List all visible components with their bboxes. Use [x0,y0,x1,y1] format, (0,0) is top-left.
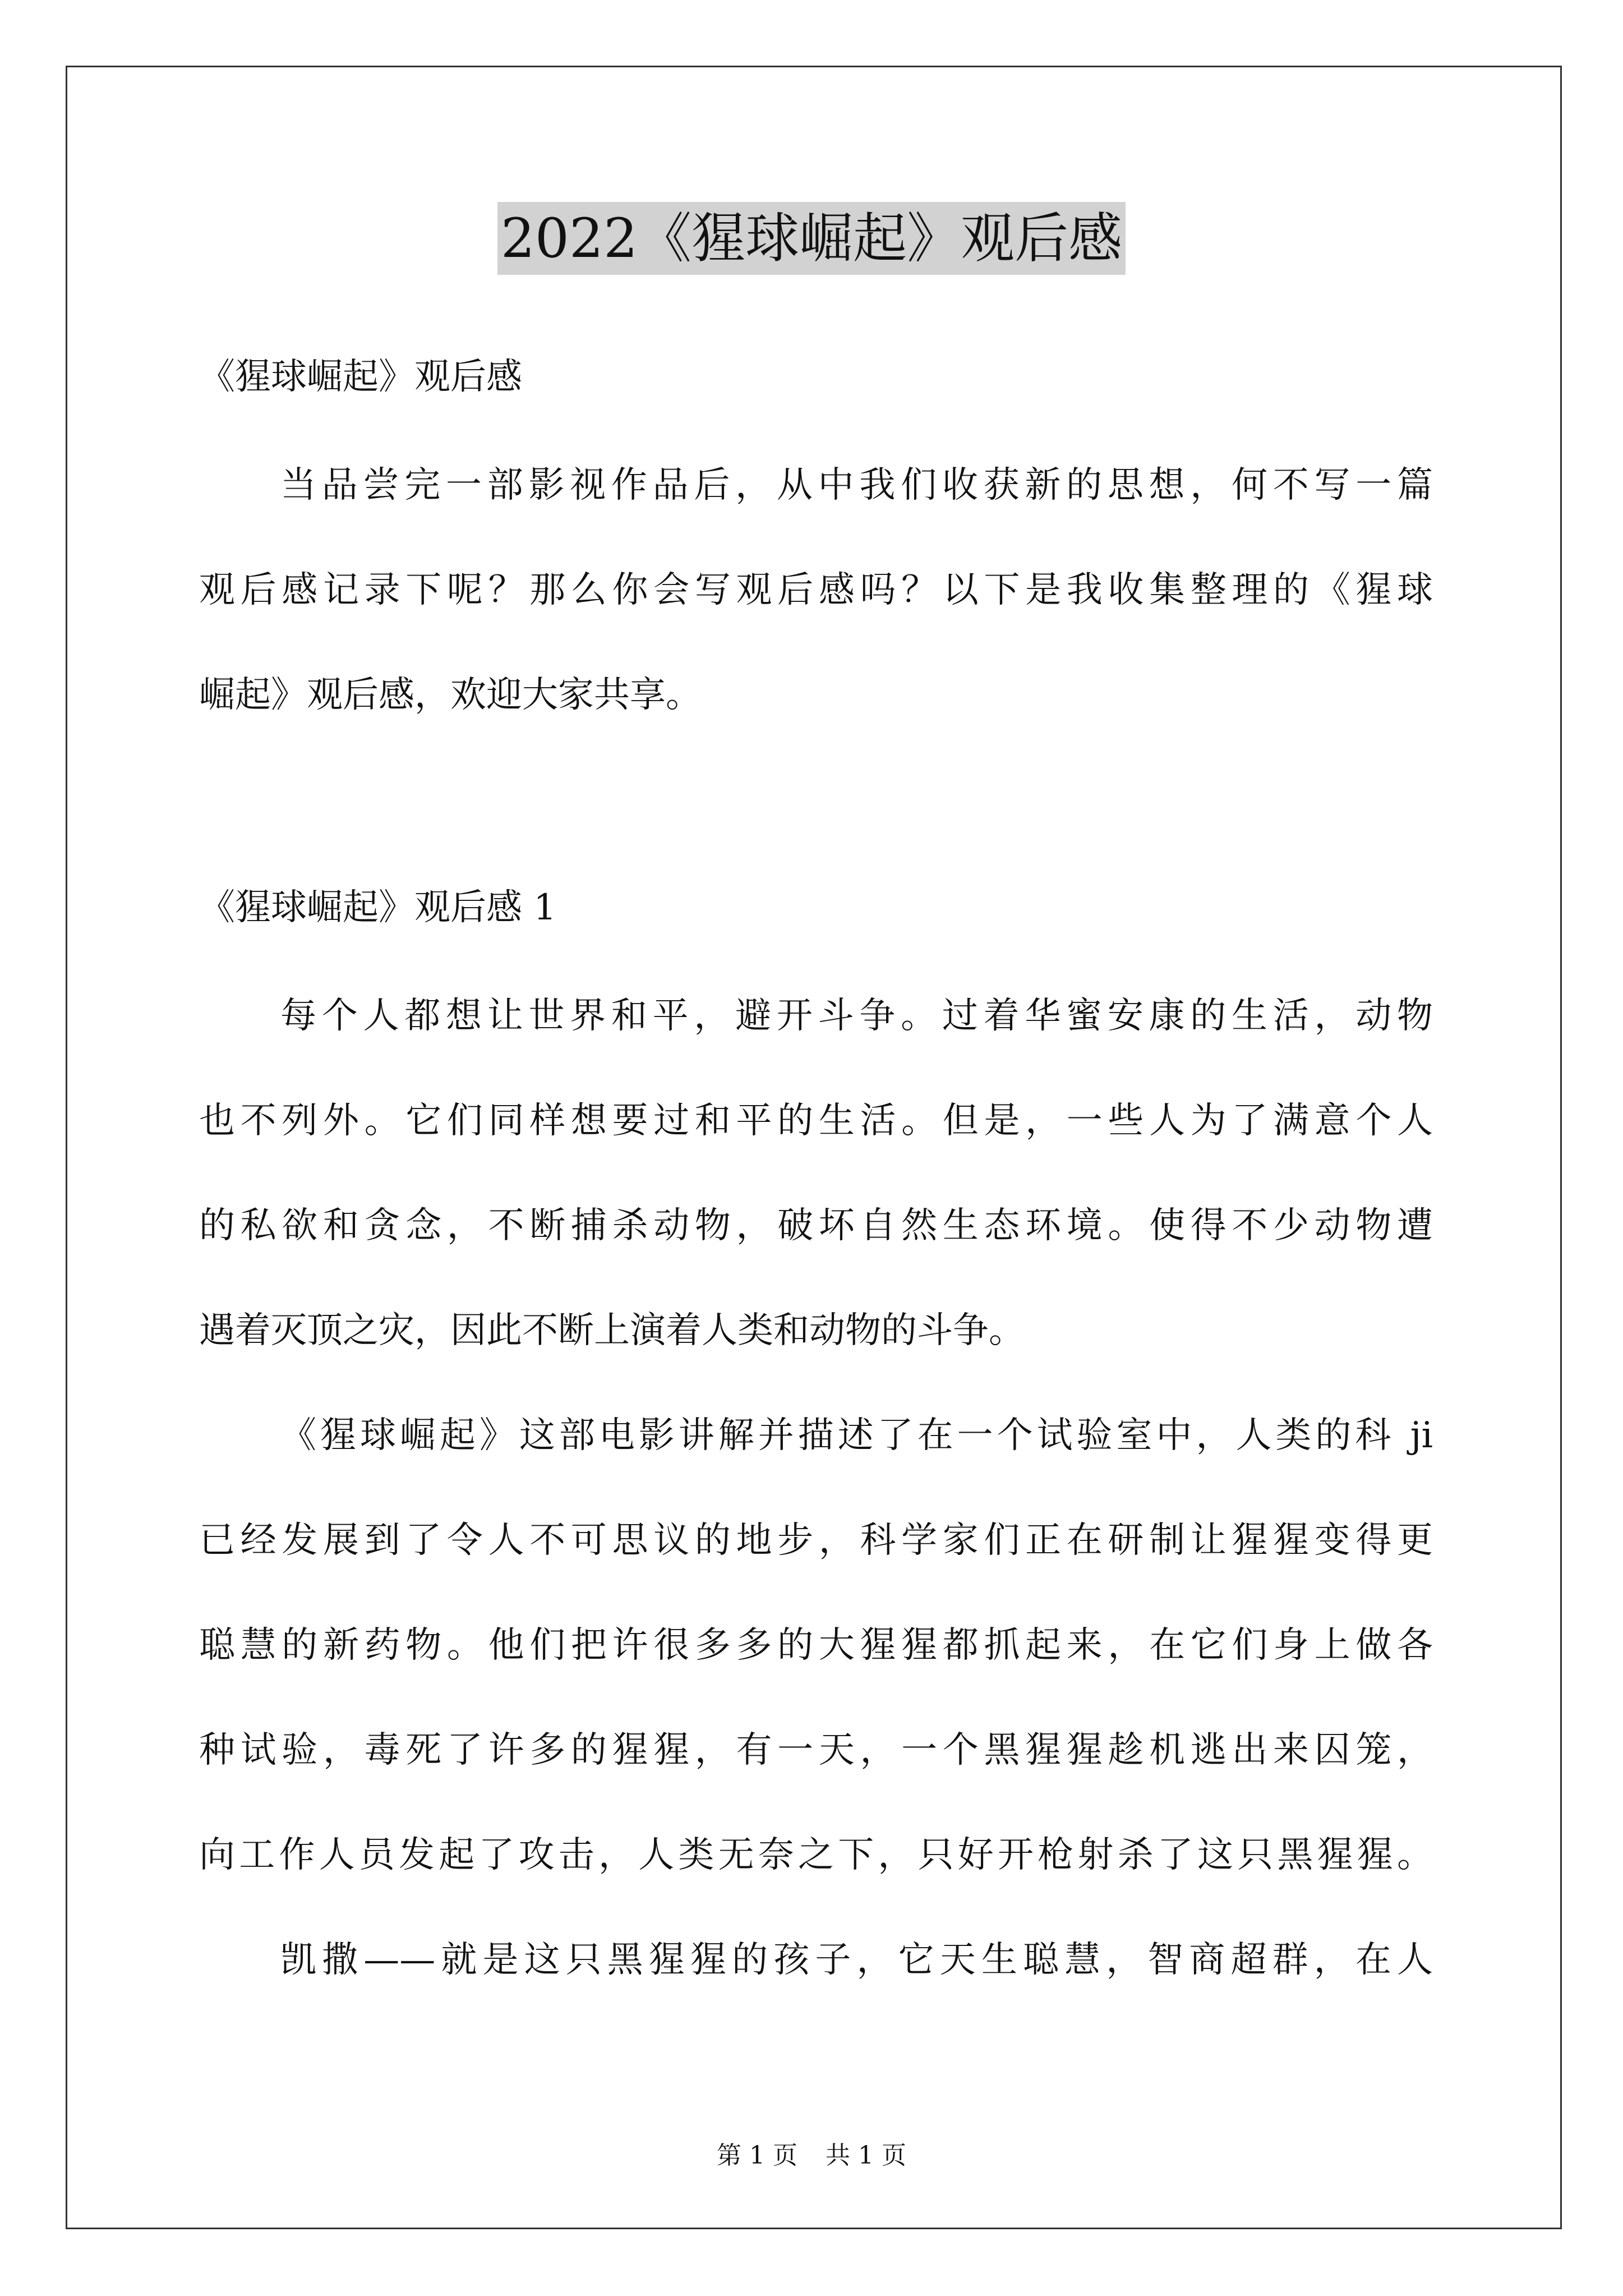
paragraph-line: 每个人都想让世界和平，避开斗争。过着华蜜安康的生活，动物 [280,995,1433,1037]
paragraph-line: 种试验，毒死了许多的猩猩，有一天，一个黑猩猩趁机逃出来囚笼， [199,1729,1433,1771]
paragraph-line: 《猩球崛起》这部电影讲解并描述了在一个试验室中，人类的科 ji [280,1415,1433,1456]
intro-line: 当品尝完一部影视作品后，从中我们收获新的思想，何不写一篇 [280,464,1433,506]
title-container [0,202,1623,275]
page-footer [0,2140,1623,2171]
paragraph-line: 已经发展到了令人不可思议的地步，科学家们正在研制让猩猩变得更 [199,1520,1433,1561]
intro-line: 观后感记录下呢？那么你会写观后感吗？以下是我收集整理的《猩球 [199,569,1433,611]
intro-line: 崛起》观后感，欢迎大家共享。 [199,674,702,716]
paragraph-line: 遇着灭顶之灾，因此不断上演着人类和动物的斗争。 [199,1310,1025,1351]
page-total: 共 1 页 [826,2141,906,2170]
document-subtitle: 《猩球崛起》观后感 [199,356,522,398]
paragraph-line: 的私欲和贪念，不断捕杀动物，破坏自然生态环境。使得不少动物遭 [199,1205,1433,1246]
document-title: 2022《猩球崛起》观后感 [497,202,1126,275]
paragraph-line: 凯撒——就是这只黑猩猩的孩子，它天生聪慧，智商超群，在人 [280,1939,1433,1981]
page-number: 第 1 页 [717,2141,797,2170]
paragraph-line: 也不列外。它们同样想要过和平的生活。但是，一些人为了满意个人 [199,1100,1433,1142]
paragraph-line: 聪慧的新药物。他们把许很多多的大猩猩都抓起来，在它们身上做各 [199,1625,1433,1666]
section-heading: 《猩球崛起》观后感 1 [199,887,557,928]
paragraph-line: 向工作人员发起了攻击，人类无奈之下，只好开枪射杀了这只黑猩猩。 [199,1834,1433,1876]
